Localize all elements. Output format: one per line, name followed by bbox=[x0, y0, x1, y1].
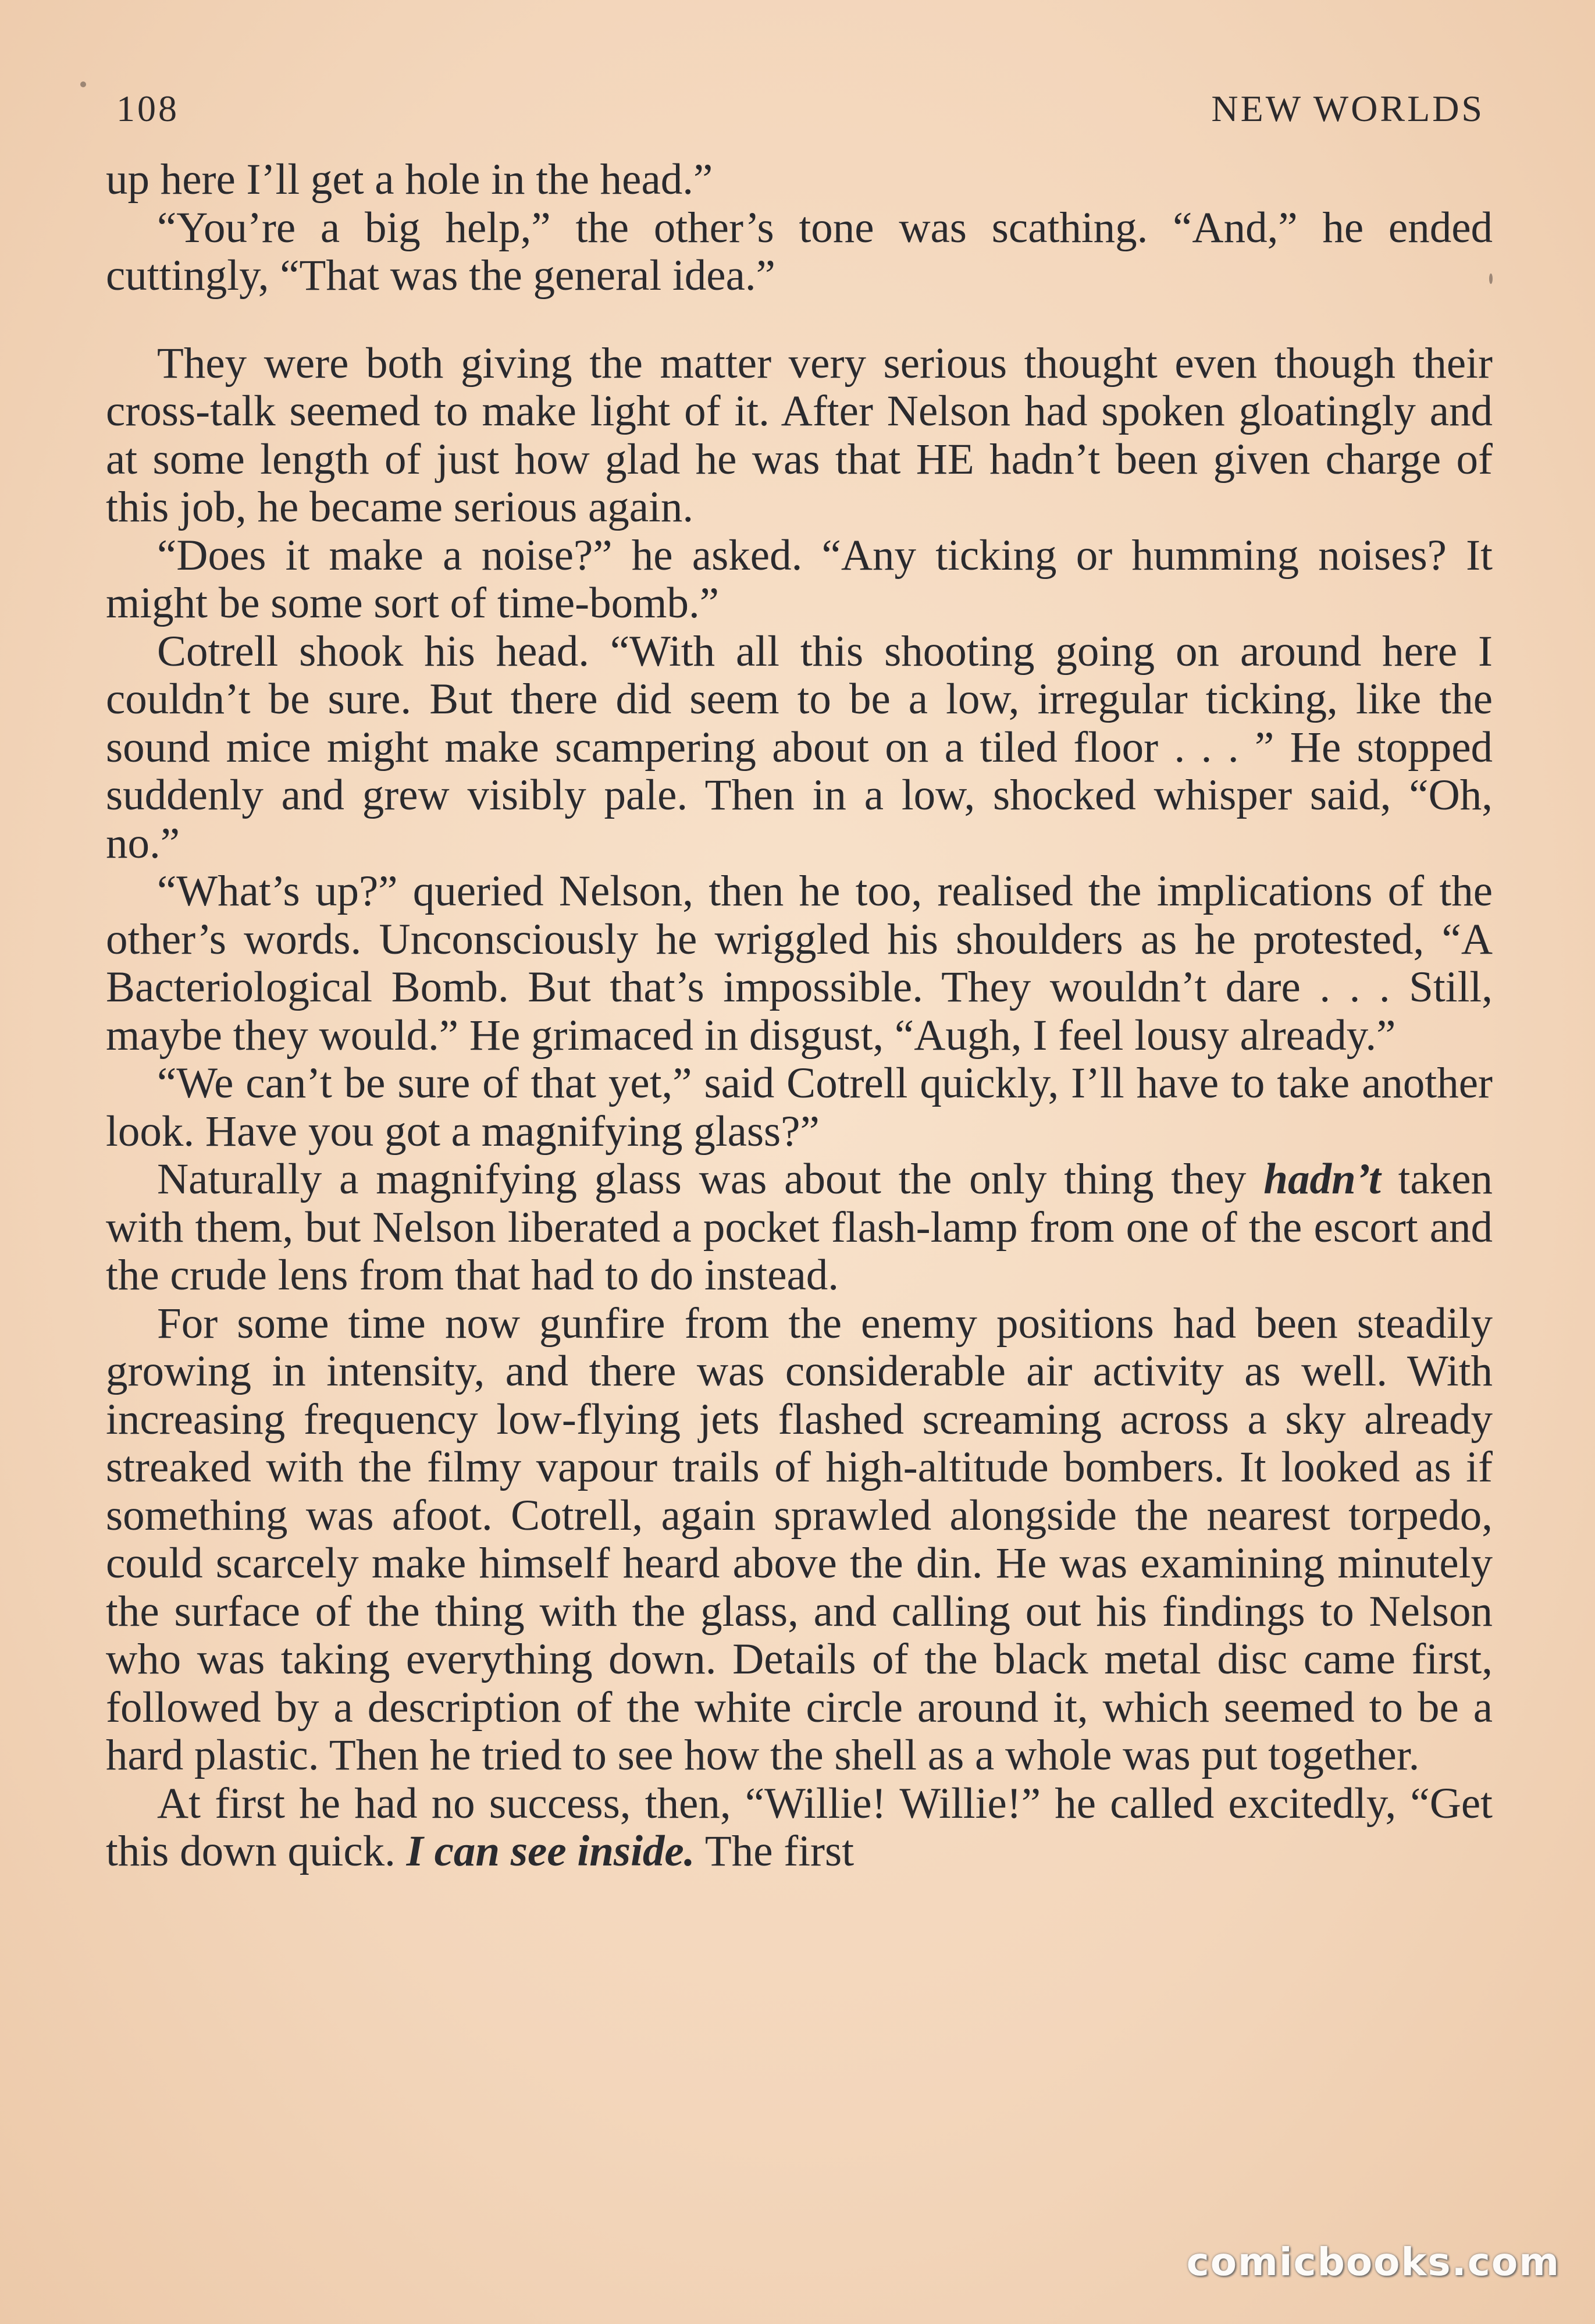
paragraph: “Does it make a noise?” he asked. “Any ticking or humming noises? It might be some sort of time-bomb.” bbox=[106, 531, 1493, 627]
watermark: comicbooks.com bbox=[1186, 2240, 1560, 2284]
page-header bbox=[116, 87, 1484, 151]
running-title: NEW WORLDS bbox=[1211, 88, 1484, 129]
paragraph-text: taken with them, but Nelson liberated a pocket flash-lamp from one of the escort and the crude lens from that had to do instead. bbox=[106, 1155, 1493, 1299]
page-number: 108 bbox=[116, 88, 179, 129]
paragraph-text: Naturally a magnifying glass was about the only thing they bbox=[157, 1155, 1264, 1203]
paragraph: They were both giving the matter very serious thought even though their cross-talk seemed to make light of it. After Nelson had spoken gloatingly and at some length of just how glad he was that HE hadn’t been given charge of this job, he became serious again. bbox=[106, 339, 1493, 531]
emphasis-text: hadn’t bbox=[1263, 1155, 1381, 1203]
paragraph: up here I’ll get a hole in the head.” bbox=[106, 155, 713, 204]
paragraph bbox=[106, 1780, 1493, 1876]
emphasis-text: I can see inside. bbox=[406, 1827, 695, 1875]
paragraph: “You’re a big help,” the other’s tone was scathing. “And,” he ended cuttingly, “That was the general idea.” bbox=[106, 203, 1493, 300]
paragraph-text: The first bbox=[695, 1827, 855, 1875]
body-text bbox=[106, 156, 1493, 1876]
paragraph: For some time now gunfire from the enemy positions had been steadily growing in intensity, and there was considerable air activity as well. With increasing frequency low-flying jets flashed screaming across a sky already streaked with the filmy vapour trails of high-altitude bombers. It looked as if something was afoot. Cotrell, again sprawled alongside the nearest torpedo, could scarcely make himself heard above the din. He was examining minutely the surface of the thing with the glass, and calling out his findings to Nelson who was taking everything down. Details of the black metal disc came first, followed by a description of the white circle around it, which seemed to be a hard plastic. Then he tried to see how the shell as a whole was put together. bbox=[106, 1299, 1493, 1779]
ink-speck bbox=[80, 81, 86, 87]
paragraph bbox=[106, 1156, 1493, 1300]
paragraph: “What’s up?” queried Nelson, then he too, realised the implications of the other’s words. Unconsciously he wriggled his shoulders as he protested, “A Bacteriological Bomb. But that’s impossible. They wouldn’t dare . . . Still, maybe they would.” He grimaced in disgust, “Augh, I feel lousy already.” bbox=[106, 867, 1493, 1060]
paragraph-text: At first he had no success, then, “Willie! Willie!” he called excitedly, “Get this down quick. bbox=[106, 1779, 1493, 1875]
paragraph: Cotrell shook his head. “With all this shooting going on around here I couldn’t be sure. But there did seem to be a low, irregular ticking, like the sound mice might make scampering about on a tiled floor . . . ” He stopped suddenly and grew visibly pale. Then in a low, shocked whisper said, “Oh, no.” bbox=[106, 627, 1493, 868]
paragraph: “We can’t be sure of that yet,” said Cotrell quickly, I’ll have to take another look. Have you got a magnifying glass?” bbox=[106, 1059, 1493, 1156]
